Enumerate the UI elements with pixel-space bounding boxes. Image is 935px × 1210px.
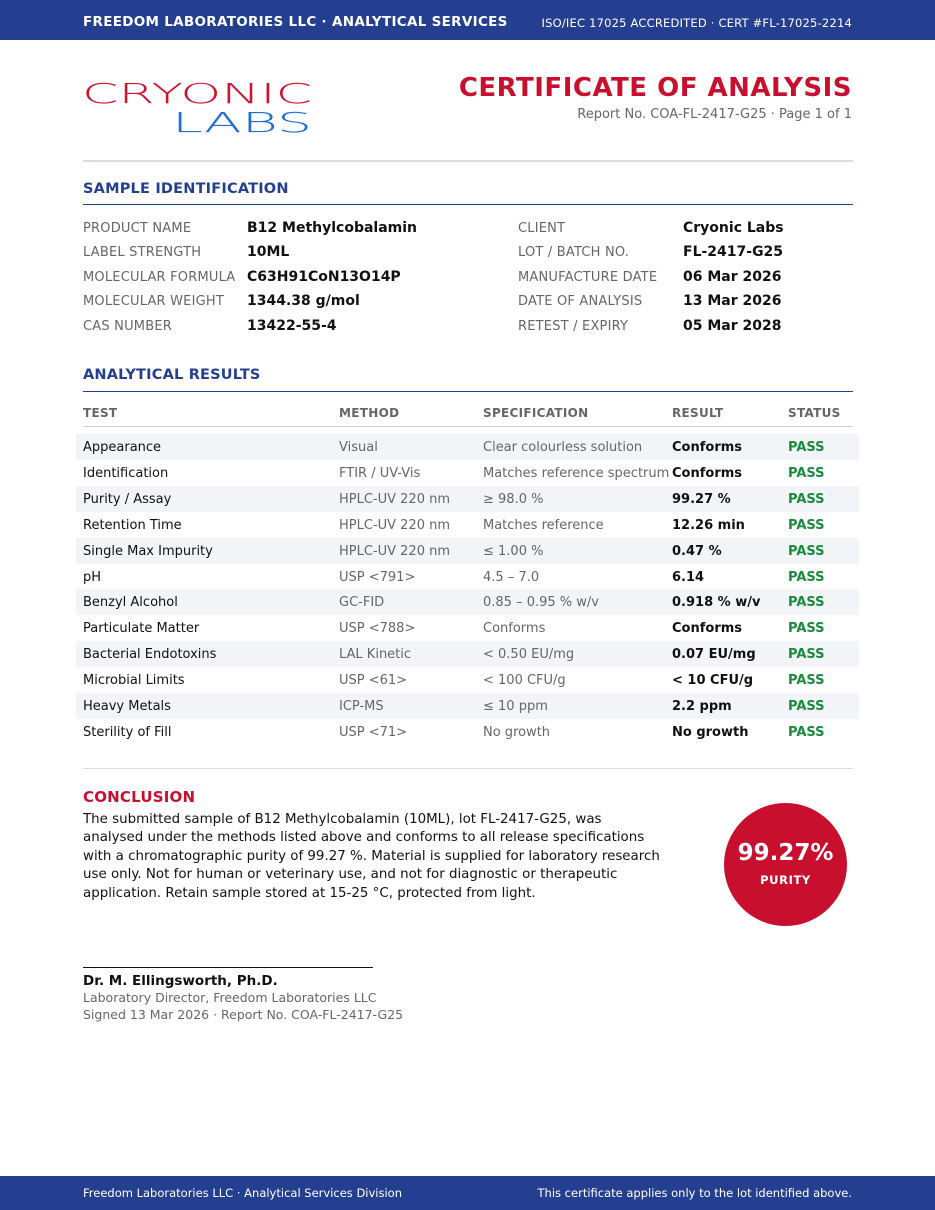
- test-name: Bacterial Endotoxins: [83, 647, 217, 663]
- test-specification: No growth: [483, 724, 551, 740]
- table-row: [76, 564, 859, 590]
- signature-line: [83, 967, 373, 968]
- purity-badge: [724, 803, 847, 926]
- sample-label: DATE OF ANALYSIS: [518, 294, 643, 309]
- table-row: [76, 693, 859, 719]
- test-specification: < 0.50 EU/mg: [483, 647, 575, 663]
- cryonic-labs-logo: [82, 76, 314, 134]
- test-result: 0.47 %: [672, 543, 722, 559]
- test-name: Heavy Metals: [83, 699, 171, 714]
- test-status: PASS: [788, 699, 825, 714]
- test-result: Conforms: [672, 440, 743, 455]
- test-method: USP <788>: [339, 621, 416, 637]
- table-row: [76, 641, 859, 667]
- sample-label: MOLECULAR FORMULA: [83, 270, 236, 285]
- test-method: USP <61>: [339, 673, 408, 689]
- test-status: PASS: [788, 517, 825, 533]
- conclusion-text: The submitted sample of B12 Methylcobalamin (10ML), lot FL-2417-G25, was analysed under the methods listed above and conforms to all release specifications with a chromatographic purity of 99.27 %. Material is supplied for laboratory research use only. Not for human or veterinary use, and not for diagnostic or therapeutic application. Retain sample stored at 15-25 °C, protected from light.: [83, 812, 660, 901]
- test-name: Microbial Limits: [83, 673, 185, 689]
- test-status: PASS: [788, 647, 825, 663]
- lab-name: FREEDOM LABORATORIES LLC · ANALYTICAL SERVICES: [83, 14, 508, 30]
- test-method: HPLC-UV 220 nm: [339, 517, 451, 533]
- signatory-title: Laboratory Director, Freedom Laboratories LLC: [83, 990, 377, 1005]
- sample-label: RETEST / EXPIRY: [518, 319, 629, 334]
- test-specification: Conforms: [483, 621, 546, 637]
- certificate-title: CERTIFICATE OF ANALYSIS: [458, 73, 852, 103]
- test-specification: ≤ 10 ppm: [483, 699, 548, 714]
- test-status: PASS: [788, 569, 825, 585]
- table-row: [76, 719, 859, 745]
- table-row: [76, 615, 859, 641]
- signature-date: Signed 13 Mar 2026 · Report No. COA-FL-2417-G25: [83, 1007, 404, 1022]
- table-row: [76, 589, 859, 615]
- test-result: Conforms: [672, 465, 743, 481]
- report-number-line: Report No. COA-FL-2417-G25 · Page 1 of 1: [577, 107, 852, 122]
- test-method: USP <791>: [339, 569, 416, 585]
- test-result: No growth: [672, 724, 749, 740]
- purity-label: PURITY: [760, 873, 811, 887]
- sample-value: C63H91CoN13O14P: [247, 269, 401, 285]
- sample-label: LOT / BATCH NO.: [518, 245, 630, 260]
- test-name: Single Max Impurity: [83, 543, 213, 559]
- sample-label: LABEL STRENGTH: [83, 245, 202, 260]
- test-specification: Matches reference: [483, 517, 604, 533]
- results-section-title: ANALYTICAL RESULTS: [83, 367, 261, 383]
- accreditation-text: ISO/IEC 17025 ACCREDITED · CERT #FL-17025-2214: [541, 16, 852, 30]
- test-name: Sterility of Fill: [83, 724, 172, 740]
- sample-value: 05 Mar 2028: [683, 318, 782, 334]
- conclusion-title: CONCLUSION: [83, 788, 196, 806]
- sample-label: MANUFACTURE DATE: [518, 270, 658, 285]
- test-specification: 0.85 – 0.95 % w/v: [483, 595, 599, 611]
- signatory-name: Dr. M. Ellingsworth, Ph.D.: [83, 973, 278, 989]
- test-specification: ≤ 1.00 %: [483, 543, 544, 559]
- test-method: HPLC-UV 220 nm: [339, 491, 451, 507]
- test-status: PASS: [788, 465, 825, 481]
- sample-label: MOLECULAR WEIGHT: [83, 294, 224, 309]
- test-specification: ≥ 98.0 %: [483, 491, 544, 507]
- test-name: Purity / Assay: [83, 491, 172, 507]
- test-name: Appearance: [83, 440, 162, 455]
- column-header: STATUS: [788, 406, 841, 420]
- test-status: PASS: [788, 621, 825, 637]
- sample-value: FL-2417-G25: [683, 244, 784, 260]
- table-row: [76, 667, 859, 693]
- results-section-rule: [83, 391, 853, 392]
- test-name: pH: [83, 569, 102, 585]
- sample-value: 1344.38 g/mol: [247, 293, 360, 309]
- table-header-rule: [83, 426, 853, 427]
- test-specification: Matches reference spectrum: [483, 465, 670, 481]
- test-status: PASS: [788, 491, 825, 507]
- sample-label: CAS NUMBER: [83, 319, 172, 334]
- test-specification: < 100 CFU/g: [483, 673, 566, 689]
- table-row: [76, 486, 859, 512]
- test-method: LAL Kinetic: [339, 647, 412, 663]
- purity-value: 99.27%: [737, 840, 834, 866]
- test-method: Visual: [339, 440, 378, 455]
- test-status: PASS: [788, 440, 825, 455]
- logo-line-cryonic: CRYONIC: [82, 77, 312, 110]
- test-result: Conforms: [672, 621, 743, 637]
- column-header: RESULT: [672, 406, 724, 420]
- top-header-bar: [0, 0, 935, 40]
- table-row: [76, 460, 859, 486]
- sample-value: Cryonic Labs: [683, 220, 784, 236]
- test-result: 2.2 ppm: [672, 699, 732, 714]
- column-header: TEST: [83, 406, 118, 420]
- test-specification: 4.5 – 7.0: [483, 569, 540, 585]
- sample-value: 06 Mar 2026: [683, 269, 782, 285]
- footer-division: Freedom Laboratories LLC · Analytical Services Division: [83, 1186, 403, 1200]
- test-result: 0.07 EU/mg: [672, 647, 756, 663]
- sample-value: 13 Mar 2026: [683, 293, 782, 309]
- conclusion-divider: [83, 768, 853, 769]
- table-row: [76, 512, 859, 538]
- test-method: ICP-MS: [339, 699, 384, 714]
- sample-value: 13422-55-4: [247, 318, 337, 334]
- column-header: SPECIFICATION: [483, 406, 589, 420]
- sample-value: B12 Methylcobalamin: [247, 220, 418, 236]
- table-row: [76, 538, 859, 564]
- logo-line-labs: LABS: [172, 106, 312, 134]
- test-method: HPLC-UV 220 nm: [339, 543, 451, 559]
- sample-label: CLIENT: [518, 221, 566, 236]
- test-status: PASS: [788, 543, 825, 559]
- test-name: Benzyl Alcohol: [83, 595, 178, 611]
- sample-label: PRODUCT NAME: [83, 221, 192, 236]
- sample-section-title: SAMPLE IDENTIFICATION: [83, 181, 289, 197]
- test-result: 99.27 %: [672, 491, 731, 507]
- sample-section-rule: [83, 204, 853, 205]
- test-status: PASS: [788, 673, 825, 689]
- footer-bar: [0, 1176, 935, 1210]
- test-name: Retention Time: [83, 517, 182, 533]
- test-method: GC-FID: [339, 595, 385, 611]
- test-name: Particulate Matter: [83, 621, 200, 637]
- test-result: 12.26 min: [672, 517, 745, 533]
- test-status: PASS: [788, 595, 825, 611]
- test-method: USP <71>: [339, 724, 408, 740]
- table-row: [76, 434, 859, 460]
- sample-value: 10ML: [247, 244, 290, 260]
- test-name: Identification: [83, 465, 169, 481]
- header-divider: [83, 160, 853, 162]
- test-status: PASS: [788, 724, 825, 740]
- test-result: 0.918 % w/v: [672, 595, 761, 611]
- test-result: 6.14: [672, 569, 705, 585]
- test-result: < 10 CFU/g: [672, 673, 754, 689]
- test-specification: Clear colourless solution: [483, 440, 643, 455]
- test-method: FTIR / UV-Vis: [339, 465, 421, 481]
- footer-disclaimer: This certificate applies only to the lot identified above.: [537, 1186, 852, 1200]
- column-header: METHOD: [339, 406, 400, 420]
